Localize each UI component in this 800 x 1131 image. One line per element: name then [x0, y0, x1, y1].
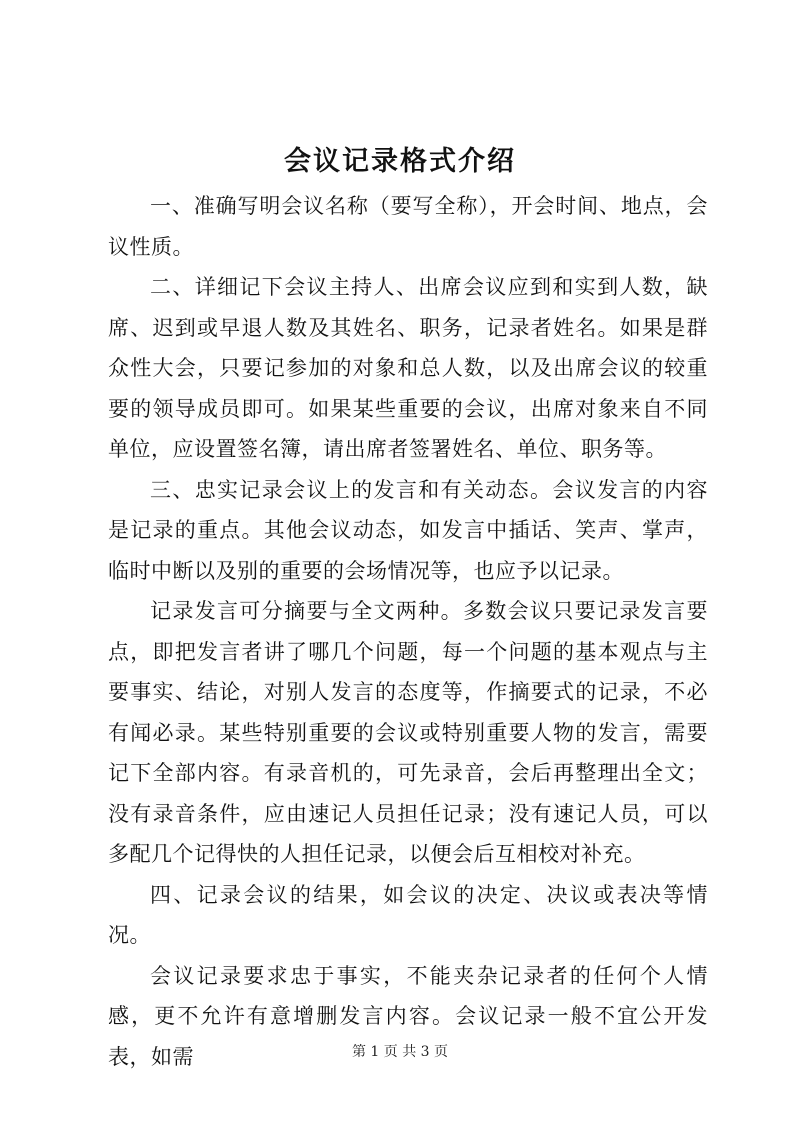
document-title: 会议记录格式介绍 [284, 146, 516, 177]
paragraph-1: 一、准确写明会议名称（要写全称），开会时间、地点，会议性质。 [108, 194, 708, 259]
document-body [108, 186, 708, 1077]
paragraph-4: 记录发言可分摘要与全文两种。多数会议只要记录发言要点，即把发言者讲了哪几个问题，每一个问题的基本观点与主要事实、结论，对别人发言的态度等，作摘要式的记录，不必有闻必录。某些特别重要的会议或特别重要人物的发言，需要记下全部内容。有录音机的，可先录音，会后再整理出全文；没有录音条件，应由速记人员担任记录；没有速记人员，可以多配几个记得快的人担任记录，以便会后互相校对补充。 [108, 599, 708, 866]
paragraph-2: 二、详细记下会议主持人、出席会议应到和实到人数，缺席、迟到或早退人数及其姓名、职务，记录者姓名。如果是群众性大会，只要记参加的对象和总人数，以及出席会议的较重要的领导成员即可。如果某些重要的会议，出席对象来自不同单位，应设置签名簿，请出席者签署姓名、单位、职务等。 [108, 275, 708, 461]
paragraph-5: 四、记录会议的结果，如会议的决定、决议或表决等情况。 [108, 882, 708, 947]
paragraph-3: 三、忠实记录会议上的发言和有关动态。会议发言的内容是记录的重点。其他会议动态，如发言中插话、笑声、掌声，临时中断以及别的重要的会场情况等，也应予以记录。 [108, 477, 708, 583]
paragraph-6: 会议记录要求忠于事实，不能夹杂记录者的任何个人情感，更不允许有意增删发言内容。会议记录一般不宜公开发表，如需 [108, 963, 708, 1069]
page-indicator: 第 1 页 共 3 页 [351, 1044, 449, 1060]
